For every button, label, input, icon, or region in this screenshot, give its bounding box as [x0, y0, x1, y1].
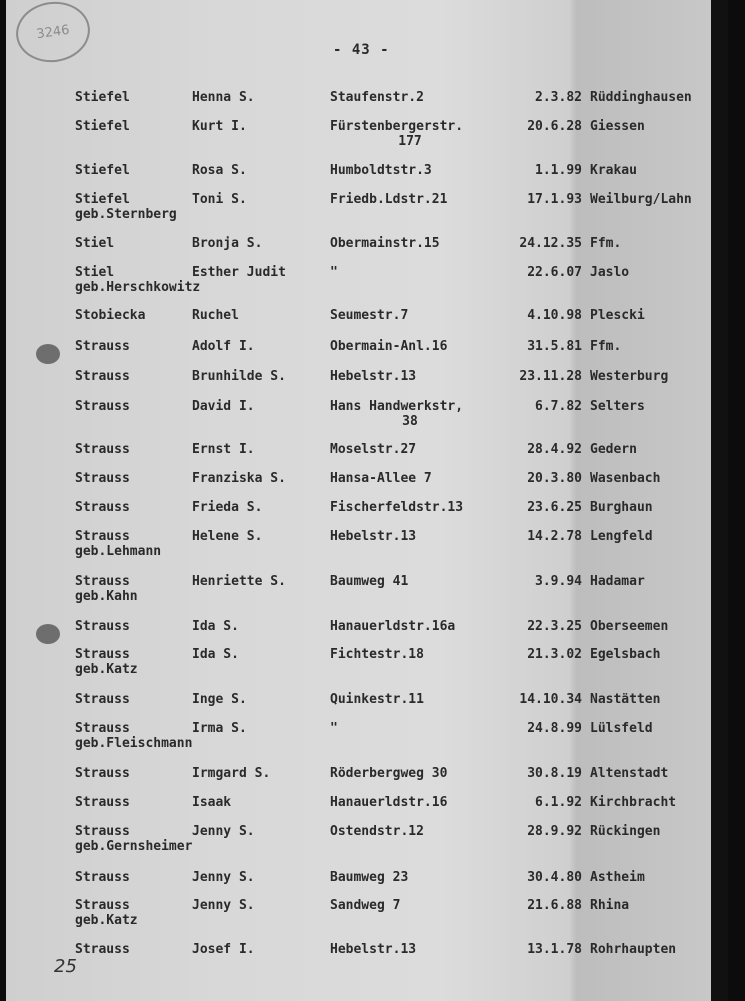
entry-birthplace: Lülsfeld: [590, 721, 653, 736]
entry-birthplace: Westerburg: [590, 369, 669, 384]
scan-edge: [711, 0, 728, 1001]
entry-surname: Strauss: [75, 942, 130, 957]
entry-birthplace: Nastätten: [590, 692, 661, 707]
entry-surname: Stiefel: [75, 119, 130, 134]
entry-maiden-name: geb.Sternberg: [75, 207, 177, 222]
entry-surname: Strauss: [75, 529, 130, 544]
entry-given-name: David I.: [192, 399, 255, 414]
entry-surname: Strauss: [75, 647, 130, 662]
entry-address: Hanauerldstr.16a: [330, 619, 456, 634]
entry-address: Moselstr.27: [330, 442, 417, 457]
entry-given-name: Irma S.: [192, 721, 247, 736]
entry-surname: Stiefel: [75, 163, 130, 178]
entry-address: Röderbergweg 30: [330, 766, 448, 781]
entry-maiden-name: geb.Katz: [75, 913, 138, 928]
entry-maiden-name: geb.Lehmann: [75, 544, 162, 559]
punch-hole-icon: [36, 344, 60, 364]
entry-birthplace: Rückingen: [590, 824, 661, 839]
entry-given-name: Henriette S.: [192, 574, 286, 589]
entry-surname: Strauss: [75, 471, 130, 486]
entry-birthplace: Lengfeld: [590, 529, 653, 544]
entry-birth-date: 22.3.25: [527, 619, 582, 634]
entry-given-name: Rosa S.: [192, 163, 247, 178]
document-page: [6, 0, 728, 1001]
entry-birth-date: 14.2.78: [527, 529, 582, 544]
entry-birthplace: Ffm.: [590, 236, 622, 251]
entry-given-name: Josef I.: [192, 942, 255, 957]
entry-birthplace: Astheim: [590, 870, 645, 885]
entry-given-name: Ida S.: [192, 619, 239, 634]
entry-address-cont: 38: [402, 414, 418, 429]
entry-surname: Strauss: [75, 795, 130, 810]
entry-surname: Strauss: [75, 442, 130, 457]
entry-birthplace: Hadamar: [590, 574, 645, 589]
entry-birth-date: 23.11.28: [519, 369, 582, 384]
entry-given-name: Ruchel: [192, 308, 239, 323]
entry-surname: Strauss: [75, 898, 130, 913]
entry-birthplace: Egelsbach: [590, 647, 661, 662]
entry-birth-date: 28.4.92: [527, 442, 582, 457]
entry-given-name: Irmgard S.: [192, 766, 271, 781]
entry-surname: Stiefel: [75, 90, 130, 105]
entry-given-name: Jenny S.: [192, 870, 255, 885]
entry-address: Obermain-Anl.16: [330, 339, 448, 354]
entry-given-name: Brunhilde S.: [192, 369, 286, 384]
entry-given-name: Helene S.: [192, 529, 263, 544]
entry-birthplace: Ffm.: [590, 339, 622, 354]
entry-birthplace: Kirchbracht: [590, 795, 677, 810]
entry-surname: Stiel: [75, 265, 115, 280]
entry-surname: Stiefel: [75, 192, 130, 207]
entry-address: Staufenstr.2: [330, 90, 424, 105]
entry-given-name: Jenny S.: [192, 898, 255, 913]
entry-birthplace: Rhina: [590, 898, 630, 913]
entry-address: Fichtestr.18: [330, 647, 424, 662]
entry-birth-date: 21.6.88: [527, 898, 582, 913]
entry-surname: Strauss: [75, 500, 130, 515]
entry-address: Quinkestr.11: [330, 692, 424, 707]
entry-birth-date: 20.3.80: [527, 471, 582, 486]
entry-given-name: Esther Judit: [192, 265, 286, 280]
entry-maiden-name: geb.Fleischmann: [75, 736, 193, 751]
punch-hole-icon: [36, 624, 60, 644]
entry-surname: Strauss: [75, 870, 130, 885]
entry-birthplace: Altenstadt: [590, 766, 669, 781]
entry-birthplace: Burghaun: [590, 500, 653, 515]
entry-address: Hanauerldstr.16: [330, 795, 448, 810]
entry-birth-date: 24.12.35: [519, 236, 582, 251]
entry-birthplace: Plescki: [590, 308, 645, 323]
archive-stamp: 3246: [12, 0, 94, 67]
entry-birthplace: Wasenbach: [590, 471, 661, 486]
entry-given-name: Franziska S.: [192, 471, 286, 486]
entry-surname: Strauss: [75, 369, 130, 384]
entry-address: Hebelstr.13: [330, 369, 417, 384]
entry-birth-date: 24.8.99: [527, 721, 582, 736]
entry-birthplace: Jaslo: [590, 265, 630, 280]
entry-address: Hans Handwerkstr,: [330, 399, 464, 414]
entry-given-name: Isaak: [192, 795, 232, 810]
entry-given-name: Inge S.: [192, 692, 247, 707]
entry-surname: Strauss: [75, 339, 130, 354]
entry-birthplace: Rüddinghausen: [590, 90, 692, 105]
entry-surname: Stiel: [75, 236, 115, 251]
entry-surname: Strauss: [75, 574, 130, 589]
entry-surname: Strauss: [75, 766, 130, 781]
entry-given-name: Kurt I.: [192, 119, 247, 134]
entry-surname: Strauss: [75, 721, 130, 736]
entry-address: Baumweg 41: [330, 574, 409, 589]
entry-birthplace: Giessen: [590, 119, 645, 134]
entry-birthplace: Oberseemen: [590, 619, 669, 634]
entry-address: Friedb.Ldstr.21: [330, 192, 448, 207]
entry-address: Ostendstr.12: [330, 824, 424, 839]
entry-address: ": [330, 721, 338, 736]
entry-birthplace: Weilburg/Lahn: [590, 192, 692, 207]
entry-address: Obermainstr.15: [330, 236, 440, 251]
entry-given-name: Frieda S.: [192, 500, 263, 515]
entry-address: Hansa-Allee 7: [330, 471, 432, 486]
entry-address: ": [330, 265, 338, 280]
entry-birthplace: Selters: [590, 399, 645, 414]
entry-birth-date: 30.4.80: [527, 870, 582, 885]
corner-note: 25: [54, 956, 77, 977]
entry-address: Hebelstr.13: [330, 942, 417, 957]
entry-surname: Strauss: [75, 692, 130, 707]
entry-surname: Stobiecka: [75, 308, 146, 323]
entry-given-name: Bronja S.: [192, 236, 263, 251]
entry-address: Humboldtstr.3: [330, 163, 432, 178]
entry-address: Sandweg 7: [330, 898, 401, 913]
entry-given-name: Toni S.: [192, 192, 247, 207]
entry-given-name: Ernst I.: [192, 442, 255, 457]
entry-birth-date: 28.9.92: [527, 824, 582, 839]
entry-address: Fischerfeldstr.13: [330, 500, 464, 515]
entry-birth-date: 6.1.92: [535, 795, 582, 810]
entry-given-name: Adolf I.: [192, 339, 255, 354]
entry-address: Baumweg 23: [330, 870, 409, 885]
entry-birth-date: 13.1.78: [527, 942, 582, 957]
entry-maiden-name: geb.Gernsheimer: [75, 839, 193, 854]
entry-birth-date: 20.6.28: [527, 119, 582, 134]
entry-birthplace: Gedern: [590, 442, 637, 457]
entry-maiden-name: geb.Kahn: [75, 589, 138, 604]
entry-birth-date: 17.1.93: [527, 192, 582, 207]
entry-birthplace: Krakau: [590, 163, 637, 178]
entry-given-name: Jenny S.: [192, 824, 255, 839]
entry-birth-date: 4.10.98: [527, 308, 582, 323]
entry-surname: Strauss: [75, 824, 130, 839]
entry-surname: Strauss: [75, 399, 130, 414]
entry-given-name: Henna S.: [192, 90, 255, 105]
entry-birth-date: 1.1.99: [535, 163, 582, 178]
entry-birth-date: 31.5.81: [527, 339, 582, 354]
entry-address-cont: 177: [398, 134, 422, 149]
entry-birth-date: 3.9.94: [535, 574, 582, 589]
entry-given-name: Ida S.: [192, 647, 239, 662]
entry-birth-date: 6.7.82: [535, 399, 582, 414]
entry-maiden-name: geb.Katz: [75, 662, 138, 677]
entry-address: Seumestr.7: [330, 308, 409, 323]
entry-birth-date: 30.8.19: [527, 766, 582, 781]
entry-birth-date: 14.10.34: [519, 692, 582, 707]
entry-birthplace: Rohrhaupten: [590, 942, 677, 957]
entry-birth-date: 23.6.25: [527, 500, 582, 515]
entry-address: Fürstenbergerstr.: [330, 119, 464, 134]
entry-birth-date: 21.3.02: [527, 647, 582, 662]
entry-maiden-name: geb.Herschkowitz: [75, 280, 201, 295]
entry-address: Hebelstr.13: [330, 529, 417, 544]
entry-birth-date: 2.3.82: [535, 90, 582, 105]
entry-birth-date: 22.6.07: [527, 265, 582, 280]
entry-surname: Strauss: [75, 619, 130, 634]
page-number: - 43 -: [333, 42, 390, 58]
